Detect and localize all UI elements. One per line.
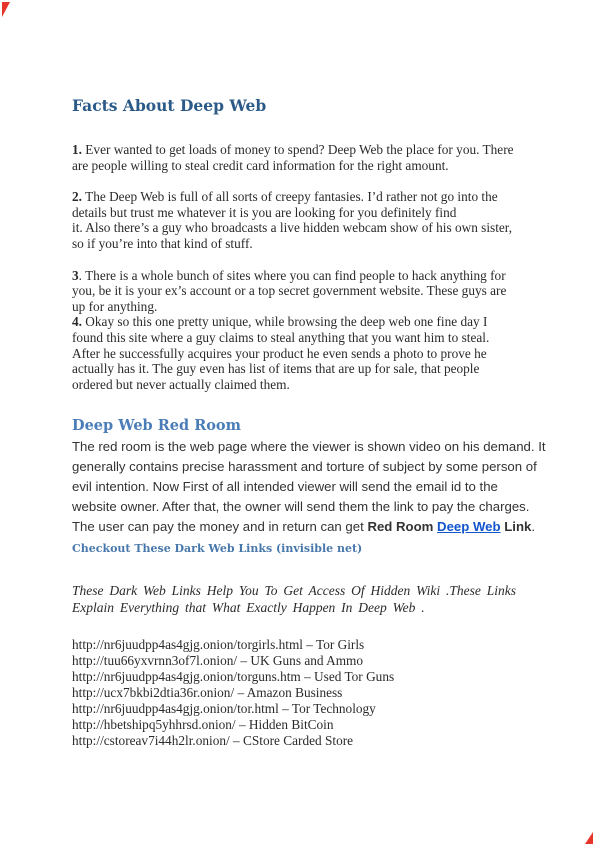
red-corner-marker-bottom-right <box>585 832 593 844</box>
text-segment: up for anything. <box>72 298 158 314</box>
section-heading-red-room: Deep Web Red Room <box>72 417 241 435</box>
fact-paragraph-1 <box>72 142 540 173</box>
text-segment: Ever wanted to get loads of money to spend? Deep Web the place for you. There <box>81 142 514 157</box>
text-segment: Okay so this one pretty unique, while browsing the deep web one fine day I <box>81 314 488 330</box>
text-line <box>72 653 540 669</box>
text-segment: generally contains precise harassment and torture of subject by some person of <box>72 459 537 475</box>
text-segment: http://hbetshipq5yhhrsd.onion/ – Hidden BitCoin <box>72 717 334 733</box>
text-segment: http://nr6juudpp4as4gjg.onion/torguns.htm – Used Tor Guns <box>72 669 395 685</box>
text-segment: website owner. After that, the owner will send them the link to pay the charges. <box>72 499 530 515</box>
text-line <box>72 283 540 299</box>
text-segment: The Deep Web is full of all sorts of creepy fantasies. I’d rather not go into the <box>81 189 498 205</box>
text-segment: ordered but never actually claimed them. <box>72 376 290 392</box>
text-line <box>72 236 540 252</box>
text-segment: found this site where a guy claims to steal anything that you want him to steal. <box>72 329 490 345</box>
text-segment: you, be it is your ex’s account or a top secret government website. These guys are <box>72 283 507 299</box>
text-line <box>72 582 540 599</box>
text-segment: http://nr6juudpp4as4gjg.onion/torgirls.html – Tor Girls <box>72 637 365 653</box>
text-line <box>72 142 540 158</box>
text-line <box>72 497 540 517</box>
page-title: Facts About Deep Web <box>72 96 267 115</box>
text-line <box>72 701 540 717</box>
text-line <box>72 717 540 733</box>
onion-links-list <box>72 637 540 749</box>
text-line <box>72 189 540 205</box>
text-segment: Explain Everything that What Exactly Happen In Deep Web . <box>72 600 425 616</box>
text-line <box>72 299 540 315</box>
text-segment: The red room is the web page where the viewer is shown video on his demand. It <box>72 439 546 455</box>
text-segment: http://ucx7bkbi2dtia36r.onion/ – Amazon Business <box>72 685 343 701</box>
bold-text-segment: Link <box>500 519 532 535</box>
text-line <box>72 314 540 330</box>
text-line <box>72 346 540 362</box>
text-line <box>72 517 540 537</box>
text-line <box>72 685 540 701</box>
section-heading-checkout-links: Checkout These Dark Web Links (invisible net) <box>72 542 363 556</box>
fact-paragraph-3-4 <box>72 268 540 393</box>
deep-web-hyperlink[interactable]: Deep Web <box>437 519 501 535</box>
text-segment: . <box>531 519 536 535</box>
text-segment: These Dark Web Links Help You To Get Access Of Hidden Wiki .These Links <box>72 583 516 599</box>
text-segment: it. Also there’s a guy who broadcasts a live hidden webcam show of his own sister, <box>72 220 513 236</box>
text-line <box>72 361 540 377</box>
text-line <box>72 457 540 477</box>
bold-text-segment: 1. <box>72 142 82 157</box>
text-line <box>72 637 540 653</box>
text-line <box>72 158 540 174</box>
text-segment: are people willing to steal credit card information for the right amount. <box>72 157 449 173</box>
text-line <box>72 477 540 497</box>
fact-paragraph-2 <box>72 189 540 251</box>
text-segment: http://nr6juudpp4as4gjg.onion/tor.html – Tor Technology <box>72 701 376 717</box>
links-intro-paragraph <box>72 582 540 616</box>
bold-text-segment: 2. <box>72 189 82 205</box>
text-line <box>72 377 540 393</box>
text-segment: so if you’re into that kind of stuff. <box>72 235 253 251</box>
red-room-paragraph <box>72 437 546 537</box>
text-segment: details but trust me whatever it is you are looking for you definitely find <box>72 204 457 220</box>
text-line <box>72 437 546 457</box>
bold-text-segment: Red Room <box>367 519 438 535</box>
text-line <box>72 599 540 616</box>
text-line <box>72 205 540 221</box>
text-segment: . There is a whole bunch of sites where you can find people to hack anything for <box>78 267 506 283</box>
text-segment: actually has it. The guy even has list of items that are up for sale, that people <box>72 361 480 377</box>
text-line <box>72 220 540 236</box>
text-segment: After he successfully acquires your product he even sends a photo to prove he <box>72 345 487 361</box>
text-segment: http://cstoreav7i44h2lr.onion/ – CStore Carded Store <box>72 733 354 749</box>
text-line <box>72 669 540 685</box>
text-segment: The user can pay the money and in return can get <box>72 519 368 535</box>
bold-text-segment: 3 <box>72 267 79 283</box>
text-line <box>72 268 540 284</box>
text-line <box>72 733 540 749</box>
bold-text-segment: 4. <box>72 314 82 330</box>
text-line <box>72 330 540 346</box>
red-corner-marker-top-left <box>2 2 10 17</box>
text-segment: evil intention. Now First of all intended viewer will send the email id to the <box>72 479 498 495</box>
text-segment: http://tuu66yxvrnn3of7l.onion/ – UK Guns and Ammo <box>72 653 364 669</box>
